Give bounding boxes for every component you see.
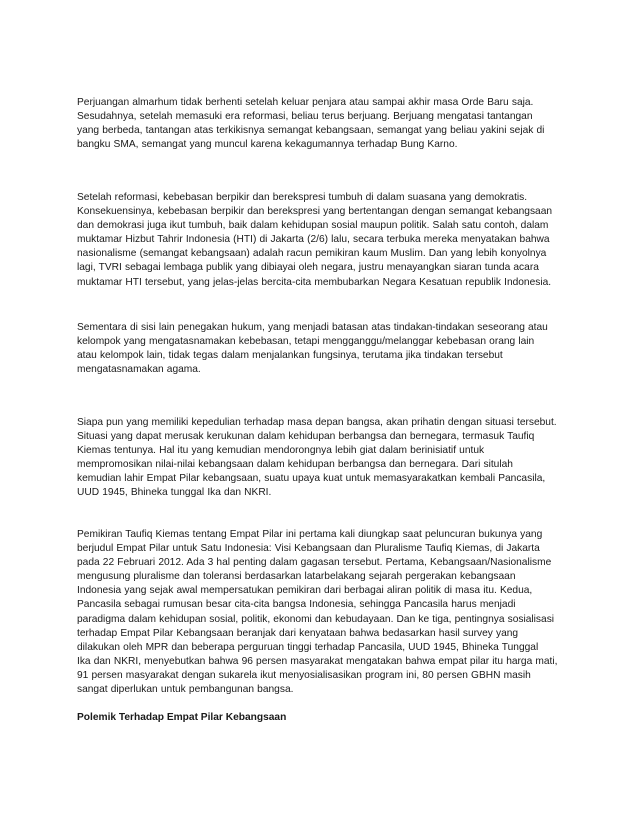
paragraph-4 xyxy=(77,416,567,501)
paragraph-2 xyxy=(77,191,567,290)
text-line: Pemikiran Taufiq Kiemas tentang Empat Pilar ini pertama kali diungkap saat peluncuran bukunya yang xyxy=(77,529,543,540)
text-line: paradigma dalam kehidupan sosial, politik, ekonomi dan kebudayaan. Dan ke tiga, pentingnya sosialisasi xyxy=(77,613,555,625)
text-line: nasionalisme (semangat kebangsaan) adalah racun pemikiran kaum Muslim. Dan yang lebih konyolnya xyxy=(77,248,547,260)
text-line: sangat diperlukan untuk pembangunan bangsa. xyxy=(77,684,294,696)
text-line: Ika dan NKRI, menyebutkan bahwa 96 persen masyarakat mengatakan bahwa empat pilar itu harga mati, xyxy=(77,655,558,667)
paragraph-1 xyxy=(77,96,567,152)
text-line: Situasi yang dapat merusak kerukunan dalam kehidupan berbangsa dan bernegara, termasuk Taufiq xyxy=(77,431,535,443)
text-line: bangku SMA, semangat yang muncul karena kekagumannya terhadap Bung Karno. xyxy=(77,139,458,151)
text-line: yang berbeda, tantangan atas terkikisnya semangat kebangsaan, semangat yang beliau yakini sejak di xyxy=(77,125,545,137)
text-line: Kiemas tentunya. Hal itu yang kemudian mendorongnya lebih giat dalam berinisiatif untuk xyxy=(77,445,485,457)
text-line: 91 persen masyarakat dengan sukarela ikut menyosialisasikan program ini, 80 persen GBHN masih xyxy=(77,669,531,681)
text-line: berjudul Empat Pilar untuk Satu Indonesia: Visi Kebangsaan dan Pluralisme Taufiq Kiemas, di Jakarta xyxy=(77,543,540,555)
text-line: Konsekuensinya, kebebasan berpikir dan berekspresi yang bertentangan dengan semangat kebangsaan xyxy=(77,206,553,218)
text-line: mempromosikan nilai-nilai kebangsaan dalam kehidupan berbangsa dan bernegara. Dari situlah xyxy=(77,459,513,471)
text-line: Setelah reformasi, kebebasan berpikir dan berekspresi tumbuh di dalam suasana yang demokratis. xyxy=(77,192,528,203)
paragraph-3 xyxy=(77,321,567,377)
text-line: Sesudahnya, setelah memasuki era reformasi, beliau terus berjuang. Berjuang mengatasi tantangan xyxy=(77,111,533,123)
text-line: Sementara di sisi lain penegakan hukum, yang menjadi batasan atas tindakan-tindakan seseorang atau xyxy=(77,322,548,333)
text-line: Indonesia yang sejak awal mempersatukan pemikiran dari berbagai aliran politik di masa itu. Kedua, xyxy=(77,585,533,597)
text-line: dilakukan oleh MPR dan beberapa perguruan tinggi terhadap Pancasila, UUD 1945, Bhineka Tunggal xyxy=(77,641,539,653)
text-line: kelompok yang mengatasnamakan kebebasan, tetapi mengganggu/melanggar kebebasan orang lain xyxy=(77,336,535,348)
text-line: muktamar HTI tersebut, yang jelas-jelas bercita-cita membubarkan Negara Kesatuan republik Indonesia. xyxy=(77,276,552,288)
text-line: atau kelompok lain, tidak tegas dalam menjalankan fungsinya, terutama jika tindakan tersebut xyxy=(77,350,503,362)
text-line: UUD 1945, Bhineka tunggal Ika dan NKRI. xyxy=(77,487,272,499)
text-line: terhadap Empat Pilar Kebangsaan beranjak dari kenyataan bahwa bedasarkan hasil survey yang xyxy=(77,627,519,639)
section-heading: Polemik Terhadap Empat Pilar Kebangsaan xyxy=(77,712,287,723)
text-line: pada 22 Februari 2012. Ada 3 hal penting dalam gagasan tersebut. Pertama, Kebangsaan/Nasionalisme xyxy=(77,557,552,569)
text-line: mengusung pluralisme dan toleransi berdasarkan latarbelakang sejarah pergerakan kebangsaan xyxy=(77,571,516,583)
text-line: kemudian lahir Empat Pilar kebangsaan, suatu upaya kuat untuk memasyarakatkan kembali Pancasila, xyxy=(77,473,546,485)
text-line: lagi, TVRI sebagai lembaga publik yang dibiayai oleh negara, justru menayangkan siaran tunda acara xyxy=(77,262,539,274)
text-line: muktamar Hizbut Tahrir Indonesia (HTI) di Jakarta (2/6) lalu, secara terbuka mereka menyatakan bahwa xyxy=(77,234,550,246)
text-line: mengatasnamakan agama. xyxy=(77,364,201,376)
text-line: Perjuangan almarhum tidak berhenti setelah keluar penjara atau sampai akhir masa Orde Baru saja. xyxy=(77,97,534,108)
text-line: Pancasila sebagai rumusan besar cita-cita bangsa Indonesia, sehingga Pancasila harus menjadi xyxy=(77,599,516,611)
paragraph-5 xyxy=(77,528,567,697)
text-line: dan demokrasi juga ikut tumbuh, baik dalam kehidupan sosial maupun politik. Salah satu contoh, dalam xyxy=(77,220,549,232)
text-line: Siapa pun yang memiliki kepedulian terhadap masa depan bangsa, akan prihatin dengan situasi tersebut. xyxy=(77,417,557,428)
